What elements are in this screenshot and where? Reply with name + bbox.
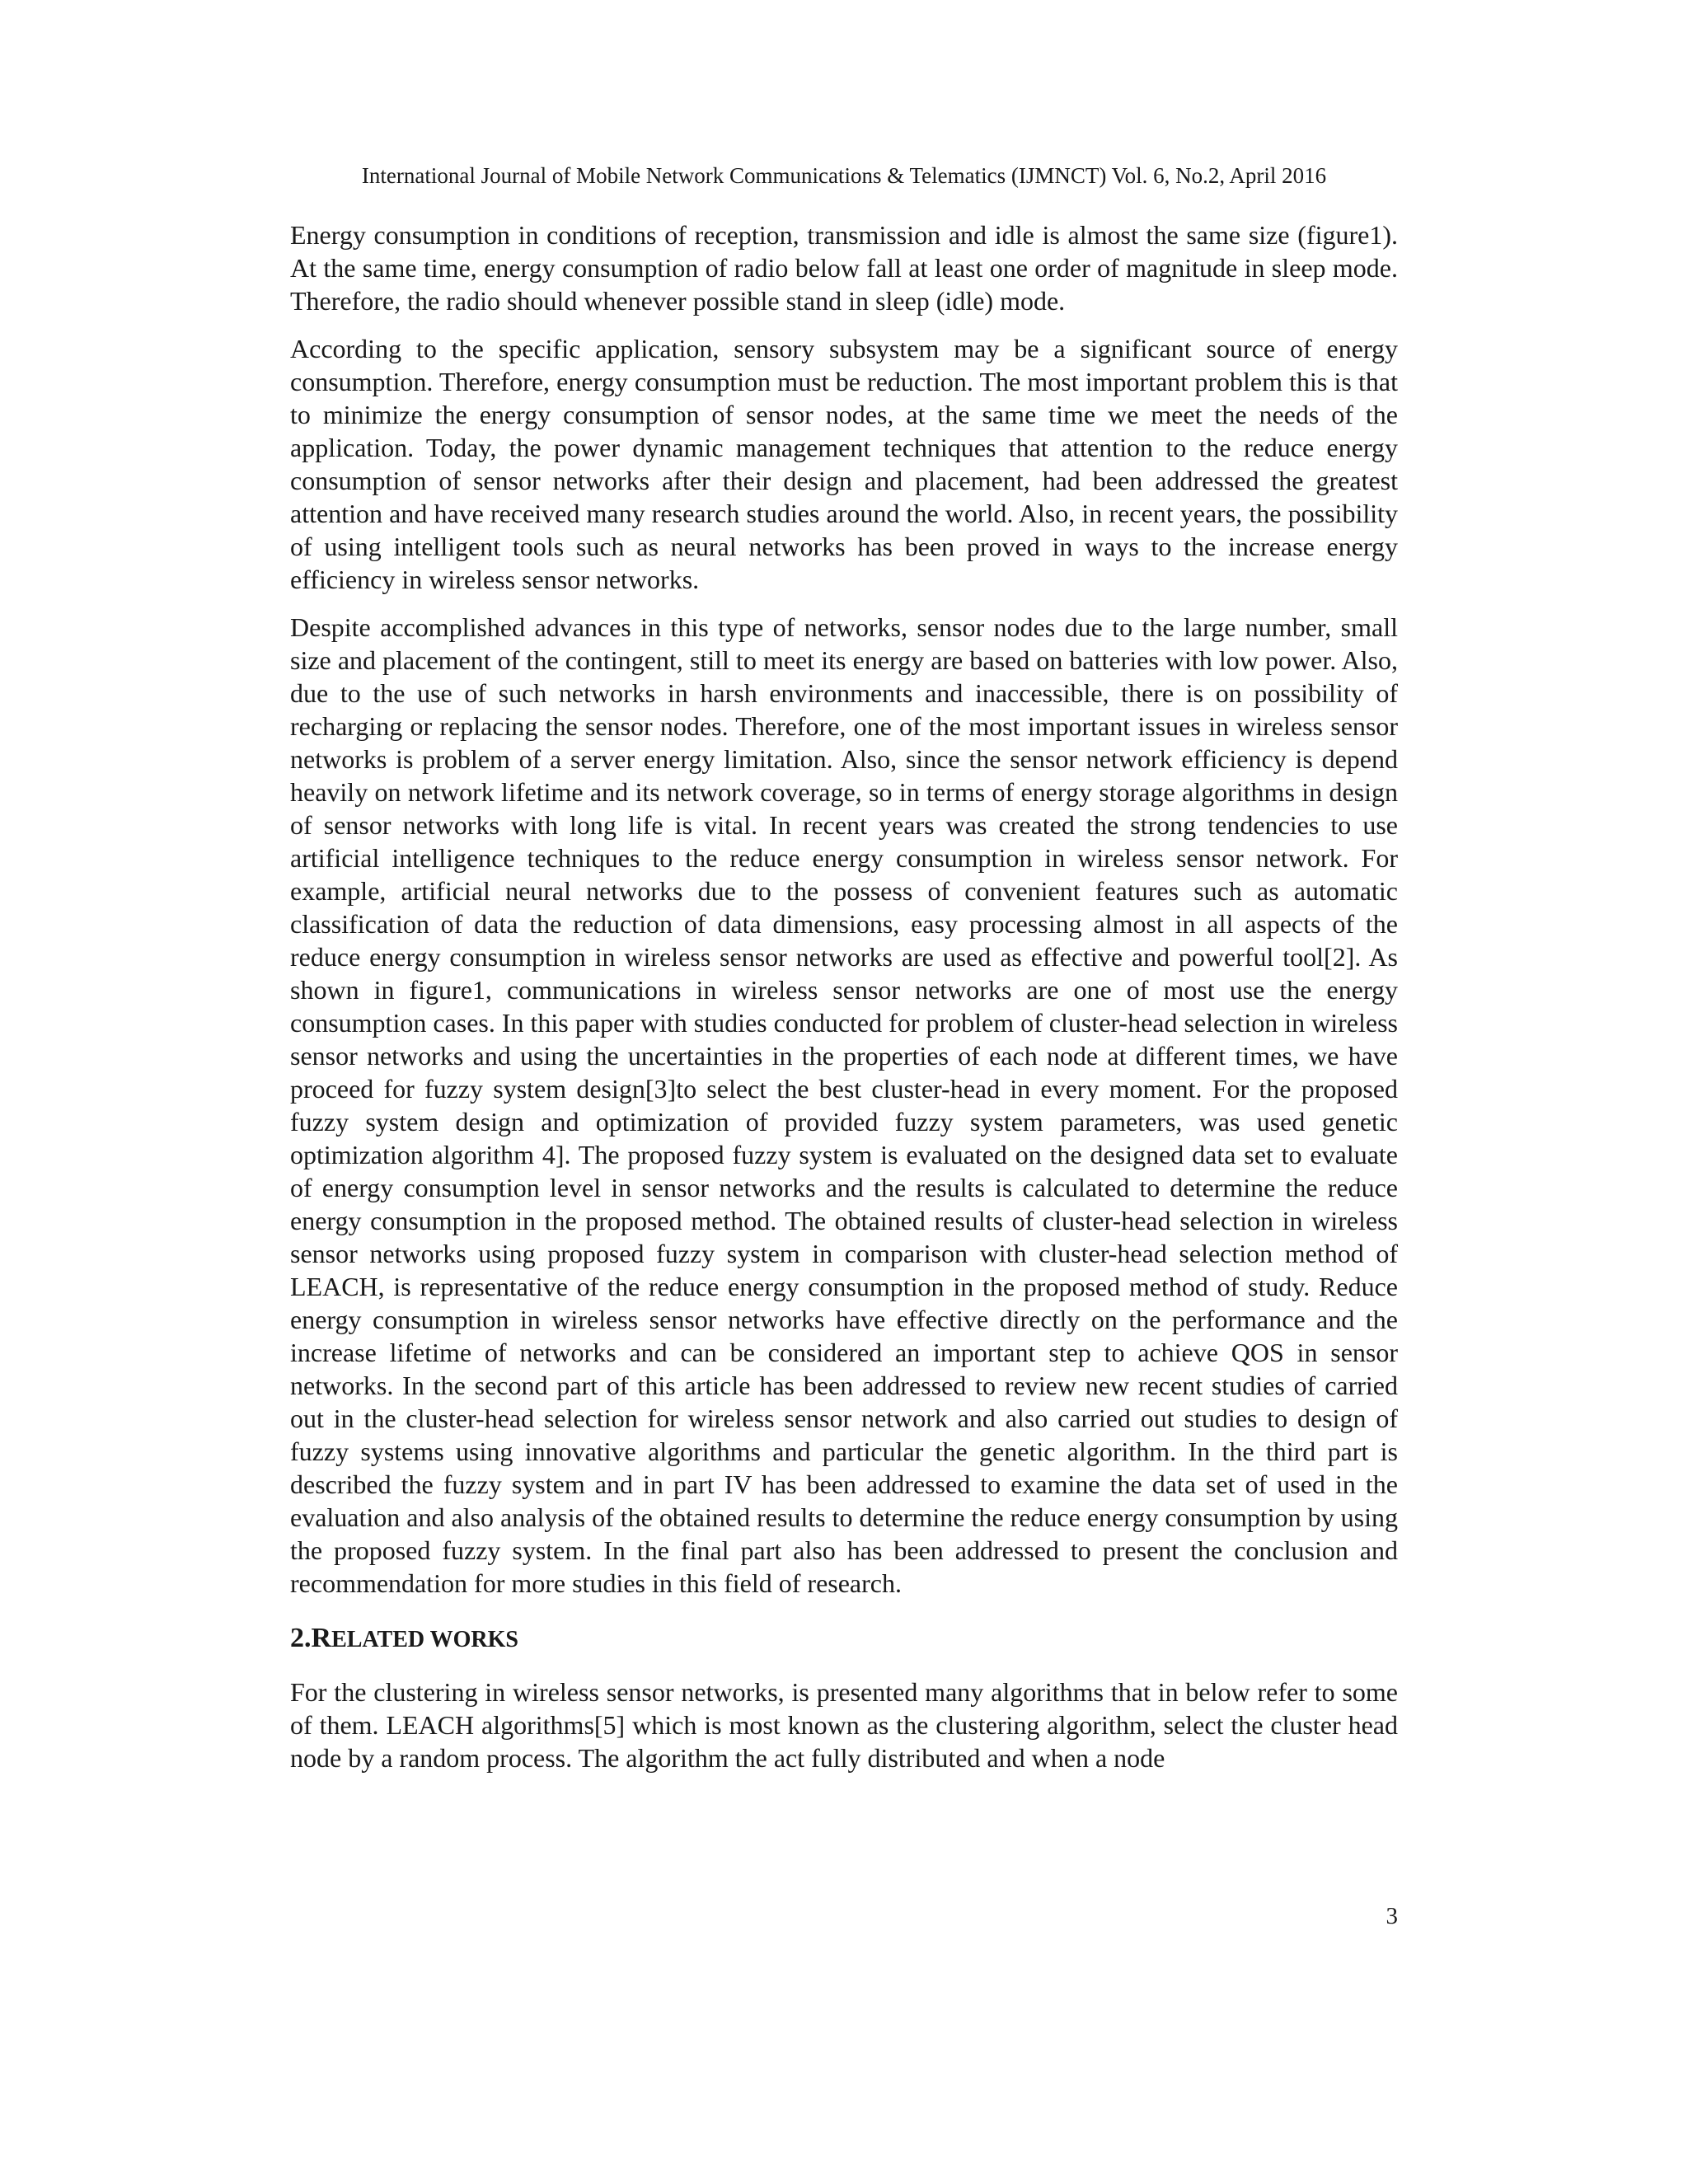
body-column: [290, 218, 1398, 1789]
section-title-initial: R: [311, 1623, 332, 1653]
section-number: 2.: [290, 1623, 312, 1653]
page-number: 3: [1386, 1903, 1398, 1929]
running-header: International Journal of Mobile Network Communications & Telematics (IJMNCT) Vol. 6, No.2, April 2016: [361, 163, 1327, 188]
paragraph-related-works: For the clustering in wireless sensor networks, is presented many algorithms that in below refer to some of them. LEACH algorithms[5] which is most known as the clustering algorithm, select the cluster head node by a random process. The algorithm the act fully distributed and when a node: [290, 1677, 1398, 1773]
section-heading-related-works: [290, 1621, 1398, 1657]
paragraph-introduction-overview: Despite accomplished advances in this type of networks, sensor nodes due to the large number, small size and placement of the contingent, still to meet its energy are based on batteries with low power. Also, due to the use of such networks in harsh environments and inaccessible, there is on possibility of recharging or replacing the sensor nodes. Therefore, one of the most important issues in wireless sensor networks is problem of a server energy limitation. Also, since the sensor network efficiency is depend heavily on network lifetime and its network coverage, so in terms of energy storage algorithms in design of sensor networks with long life is vital. In recent years was created the strong tendencies to use artificial intelligence techniques to the reduce energy consumption in wireless sensor network. For example, artificial neural networks due to the possess of convenient features such as automatic classification of data the reduction of data dimensions, easy processing almost in all aspects of the reduce energy consumption in wireless sensor networks are used as effective and powerful tool[2]. As shown in figure1, communications in wireless sensor networks are one of most use the energy consumption cases. In this paper with studies conducted for problem of cluster-head selection in wireless sensor networks and using the uncertainties in the properties of each node at different times, we have proceed for fuzzy system design[3]to select the best cluster-head in every moment. For the proposed fuzzy system design and optimization of provided fuzzy system parameters, was used genetic optimization algorithm 4]. The proposed fuzzy system is evaluated on the designed data set to evaluate of energy consumption level in sensor networks and the results is calculated to determine the reduce energy consumption in the proposed method. The obtained results of cluster-head selection in wireless sensor networks using proposed fuzzy system in comparison with cluster-head selection method of LEACH, is representative of the reduce energy consumption in the proposed method of study. Reduce energy consumption in wireless sensor networks have effective directly on the performance and the increase lifetime of networks and can be considered an important step to achieve QOS in sensor networks. In the second part of this article has been addressed to review new recent studies of carried out in the cluster-head selection for wireless sensor network and also carried out studies to design of fuzzy systems using innovative algorithms and particular the genetic algorithm. In the third part is described the fuzzy system and in part IV has been addressed to examine the data set of used in the evaluation and also analysis of the obtained results to determine the reduce energy consumption by using the proposed fuzzy system. In the final part also has been addressed to present the conclusion and recommendation for more studies in this field of research.: [290, 612, 1398, 1598]
paragraph-energy-modes: Energy consumption in conditions of reception, transmission and idle is almost the same size (figure1). At the same time, energy consumption of radio below fall at least one order of magnitude in sleep mode. Therefore, the radio should whenever possible stand in sleep (idle) mode.: [290, 220, 1398, 316]
section-title-rest: ELATED WORKS: [331, 1627, 518, 1652]
paragraph-sensory-subsystem: According to the specific application, sensory subsystem may be a significant source of energy consumption. Therefore, energy consumption must be reduction. The most important problem this is that to minimize the energy consumption of sensor nodes, at the same time we meet the needs of the application. Today, the power dynamic management techniques that attention to the reduce energy consumption of sensor networks after their design and placement, had been addressed the greatest attention and have received many research studies around the world. Also, in recent years, the possibility of using intelligent tools such as neural networks has been proved in ways to the increase energy efficiency in wireless sensor networks.: [290, 334, 1398, 594]
